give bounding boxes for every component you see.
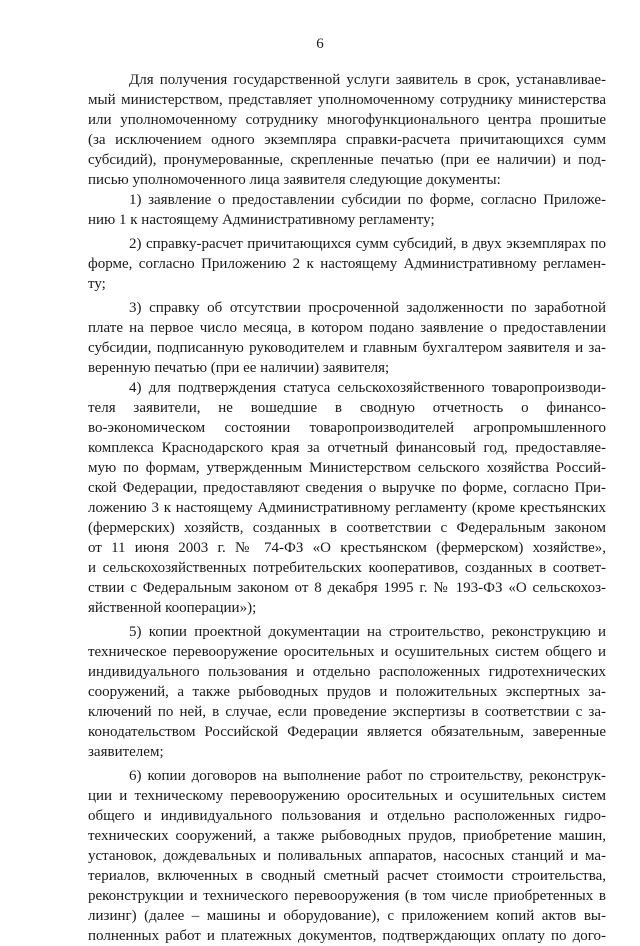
text-line: заявителем; <box>88 744 164 760</box>
text-line: техническое перевооружение оросительных и осушительных систем общего и <box>88 644 606 660</box>
text-line: субсидий), пронумерованные, скрепленные печатью (при ее наличии) и под- <box>88 152 606 168</box>
text-line: комплекса Краснодарского края за отчетный финансовый год, предоставляе- <box>88 440 606 456</box>
page-number: 6 <box>316 36 324 52</box>
text-line: 4) для подтверждения статуса сельскохозяйственного товаропроизводи- <box>129 380 606 396</box>
text-line: реконструкции и технического перевооружения (в том числе приобретенных в <box>88 888 606 904</box>
text-line: общего и индивидуального пользования и отдельно расположенных гидро- <box>88 808 606 824</box>
document-body <box>88 70 606 946</box>
text-line: индивидуального пользования и отдельно расположенных гидротехнических <box>88 664 606 680</box>
text-line: субсидии, подписанную руководителем и главным бухгалтером заявителя и за- <box>88 340 606 356</box>
text-line: веренную печатью (при ее наличии) заявителя; <box>88 360 390 376</box>
text-line: установок, дождевальных и поливальных аппаратов, насосных станций и ма- <box>88 848 606 864</box>
text-line: ту; <box>88 276 106 292</box>
paragraph-item-3 <box>88 298 606 378</box>
text-line: (фермерских) хозяйств, созданных в соответствии с Федеральным законом <box>88 520 606 536</box>
text-line: ствии с Федеральным законом от 8 декабря 1995 г. № 193-ФЗ «О сельскохоз- <box>88 580 606 596</box>
text-line: форме, согласно Приложению 2 к настоящему Административному регламен- <box>88 256 606 272</box>
text-line: 1) заявление о предоставлении субсидии по форме, согласно Приложе- <box>129 192 606 208</box>
text-line: полненных работ и платежных документов, подтверждающих оплату по дого- <box>88 928 606 944</box>
text-line: мую по формам, утвержденным Министерством сельского хозяйства Россий- <box>88 460 606 476</box>
text-line: ской Федерации, предоставляют сведения о выручке по форме, согласно При- <box>88 480 606 496</box>
text-line: 5) копии проектной документации на строительство, реконструкцию и <box>129 624 606 640</box>
text-line: или уполномоченному сотруднику многофункционального центра прошитые <box>88 112 606 128</box>
text-line: технических сооружений, а также рыбоводных прудов, приобретение машин, <box>88 828 606 844</box>
text-line: 2) справку-расчет причитающихся сумм субсидий, в двух экземплярах по <box>129 236 606 252</box>
paragraph-item-2 <box>88 234 606 294</box>
text-line: Для получения государственной услуги заявитель в срок, устанавливае- <box>129 72 606 88</box>
text-line: и сельскохозяйственных потребительских кооперативов, созданных в соответ- <box>88 560 606 576</box>
text-line: ключений по ней, в случае, если проведение экспертизы в соответствии с за- <box>88 704 606 720</box>
text-line: лизинг) (далее – машины и оборудование), с приложением копий актов вы- <box>88 908 606 924</box>
text-line: конодательством Российской Федерации является обязательным, заверенные <box>88 724 606 740</box>
paragraph-item-5 <box>88 622 606 762</box>
text-line: териалов, включенных в сводный сметный расчет стоимости строительства, <box>88 868 606 884</box>
text-line: ложению 3 к настоящему Административному регламенту (кроме крестьянских <box>88 500 606 516</box>
text-line: писью уполномоченного лица заявителя следующие документы: <box>88 172 501 188</box>
paragraph-item-4 <box>88 378 606 618</box>
text-line: ции и техническому перевооружению оросительных и осушительных систем <box>88 788 606 804</box>
text-line: теля заявители, не вошедшие в сводную отчетность о финансо- <box>88 400 606 416</box>
text-line: во-экономическом состоянии товаропроизводителей агропромышленного <box>88 420 606 436</box>
text-line: плате на первое число месяца, в котором подано заявление о предоставлении <box>88 320 606 336</box>
text-line: 6) копии договоров на выполнение работ по строительству, реконструк- <box>129 768 606 784</box>
text-line: (за исключением одного экземпляра справки-расчета причитающихся сумм <box>88 132 606 148</box>
paragraph-item-1 <box>88 190 606 230</box>
text-line: 3) справку об отсутствии просроченной задолженности по заработной <box>129 300 606 316</box>
text-line: яйственной кооперации»); <box>88 600 257 616</box>
paragraph-intro <box>88 70 606 190</box>
text-line: от 11 июня 2003 г. № 74-ФЗ «О крестьянском (фермерском) хозяйстве», <box>88 540 606 556</box>
text-line: мый министерством, представляет уполномоченному сотруднику министерства <box>88 92 606 108</box>
text-line: нию 1 к настоящему Административному регламенту; <box>88 212 435 228</box>
text-line: сооружений, а также рыбоводных прудов и положительных экспертных за- <box>88 684 606 700</box>
paragraph-item-6 <box>88 766 606 946</box>
